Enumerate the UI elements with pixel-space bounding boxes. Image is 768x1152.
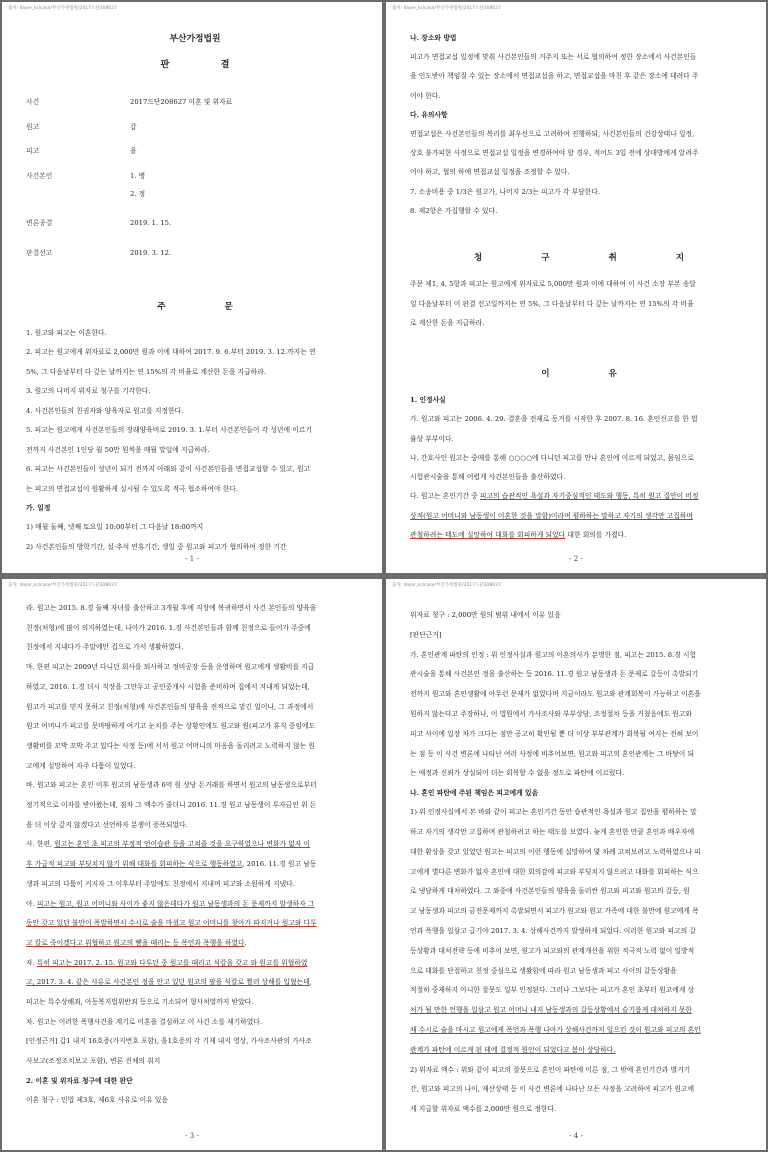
info-value: 1. 병 (130, 171, 146, 180)
case-info (26, 90, 364, 266)
text-line: 가. 혼인관계 파탄의 인정 : 위 인정사실과 원고의 이혼의사가 분명한 점, 피고는 2015. 8.경 시험 (410, 650, 697, 659)
text-line: 하였고, 2016. 1.경 더시 직장을 그만두고 공인중개사 시험을 준비하며 집에서 지내게 되었는데, (26, 682, 310, 691)
text-line: [인정근거] 갑1 내지 16호증(가지번호 포함), 을1호증의 각 기재 내지 영상, 가사조사관의 가사조 (26, 1037, 312, 1046)
highlighted-line (26, 914, 364, 934)
underlined-span: 특히 피고는 2017. 2. 15. 원고와 다투던 중 원고를 때리고 식칼을 갖고 와 원고를 위협하였 (36, 958, 308, 967)
text-line: 어야 하고, 협의 하에 면접교섭 일정을 조정할 수 있다. (410, 168, 570, 177)
judgment-title: 판 결 (160, 59, 254, 70)
underlined-span: 채 수시로 술을 마시고 원고에게 폭언과 폭행 나아가 상해사건까지 일으킨 것이 원고와 피고의 혼인 (410, 1025, 701, 1034)
text-line: 5. 피고는 원고에게 사건본인들의 장래양육비로 2019. 3. 1.부터 사건본인들이 각 성년에 이르기 (26, 426, 312, 434)
highlighted-line (26, 895, 364, 915)
underlined-span: 동안 갖고 있던 불만이 폭발하면서 수시로 술을 마셨고 원고 어머니를 찾아가 따지거나 원고와 다투 (26, 919, 317, 928)
page-3 (2, 579, 382, 1150)
info-value: 2017드단208627 이혼 및 위자료 (130, 98, 233, 106)
text-line: 1. 원고와 피고는 이혼한다. (26, 328, 107, 337)
highlighted-line (26, 855, 364, 875)
underlined-span: 관철하려는 태도에 실망하여 대화를 회피하게 되었다 (410, 531, 566, 540)
highlighted-line (410, 487, 748, 506)
page-header: 출처: llaser_kr/case/부산가정법원/2017드단208627 (8, 6, 117, 11)
text-line: 관시술을 통해 사건본인 정을 출산하는 등 2016. 11.경 원고 남동생과 돈 문제로 갈등이 촉발되기 (410, 670, 699, 679)
text-line: 정기적으로 이자를 받아왔는데, 점차 그 액수가 줄더니 2016. 11.경 원고 남동생이 투자금인 위 돈 (26, 801, 317, 810)
page-2 (386, 2, 766, 573)
highlighted-line (26, 835, 364, 855)
info-key: 원고 (26, 122, 40, 131)
text-line: 시험관시술을 통해 어렵게 사건본인들을 출산하였다. (410, 473, 566, 482)
text-line: 을 더 이상 갚지 않겠다고 선언하자 분쟁이 증폭되었다. (26, 820, 188, 829)
info-value: 을 (130, 147, 137, 155)
subheading: 나. 장소와 방법 (410, 34, 457, 42)
text-line: 원하지 않는다고 주장하나, 이 법원에서 가사조사와 부부상담, 조정절차 등을 거쳤음에도 원고와 (410, 709, 692, 718)
text-line: 로 계산한 돈을 지급하라. (410, 318, 485, 327)
text-line: 고 남동생과 피고의 금전문제까지 촉발되면서 피고가 원고와 원고 가족에 대한 불만에 원고에게 폭 (410, 907, 699, 916)
text-line: 로 냉담하게 대처하였다. 그 와중에 사건본인들의 양육을 둘러싼 원고와 피고와 원고의 갈등, 원 (410, 887, 690, 896)
text-line: 차. 원고는 이러한 폭행사건을 계기로 이혼을 결심하고 이 사건 소를 제기하였다. (26, 1017, 263, 1026)
highlighted-line (26, 954, 364, 974)
text-line: 고에게 별다른 변화가 없자 혼인에 대한 회의감에 피고와 부딪치지 않으려고 대화를 회피하는 식으 (410, 867, 699, 876)
highlighted-line (26, 973, 364, 993)
court-name: 부산가정법원 (169, 34, 221, 44)
text-line: 일 다음날부터 이 판결 선고일까지는 연 5%, 그 다음날부터 다 갚는 날까지는 연 15%의 각 비율 (410, 299, 694, 308)
text-line: 친정(처형)에 많이 의지하였는데, 나아가 2016. 1.경 사건본인들과 함께 친정으로 들어가 주중에 (26, 623, 311, 632)
highlighted-line (410, 1021, 748, 1041)
text-line: 친정에서 지내다가 주말에만 집으로 가서 생활하였다. (26, 643, 184, 652)
subheading: 가. 일정 (26, 504, 51, 512)
text-line: 위자료 청구 : 2,000만 원의 범위 내에서 이유 있음 (410, 611, 561, 619)
text-span: 대한 회의를 가졌다. (567, 531, 627, 540)
text-span: 아. (26, 899, 37, 908)
underlined-span: 고, 2017. 3. 4. 같은 사유로 사건본인 정을 안고 있던 원고의 팔을 식칼로 찔러 상해를 입혔는데 (26, 978, 310, 987)
underlined-span: 피고는 원고, 원고 어머니와 사이가 좋지 않은데다가 원고 남동생과의 돈 문제까지 발생하자 그 (36, 899, 315, 908)
text-line: 1) 매월 둘째, 넷째 토요일 10:00부터 그 다음날 18:00까지 (26, 523, 204, 531)
text-line: 을 인도받아 책임질 수 있는 장소에서 면접교섭을 하고, 면접교섭을 마친 후 같은 장소에 데려다 주 (410, 72, 699, 81)
info-key: 사건 (26, 98, 40, 106)
section-title: 주 문 (157, 301, 261, 312)
underlined-span: 고 칼로 죽이겠다고 위협하고 원고의 뺨을 때리는 등 폭언과 폭행을 하였다 (26, 938, 245, 947)
underlined-span: 후 가급적 피고와 부딪치지 않기 위해 대화를 회피하는 식으로 행동하였고 (26, 860, 243, 869)
subheading: 2. 이혼 및 위자료 청구에 대한 판단 (26, 1076, 133, 1085)
text-line: 원고 어머니가 피고를 못마땅하게 여기고 눈치를 주는 상황인에도 원고와 원(피고가 휴직 중임에도 (26, 722, 316, 731)
text-line: 가. 원고와 피고는 2006. 4. 29. 결혼을 전제로 동거를 시작한 후 2007. 8. 16. 혼인신고를 한 법 (410, 415, 698, 424)
text-span: 자. (26, 958, 37, 967)
info-value: 2. 정 (130, 190, 146, 198)
claim-title: 청 구 취 지 (473, 253, 713, 264)
text-span: 사. 한편, (26, 840, 55, 849)
info-value: 갑 (130, 122, 137, 131)
underlined-span: 관계가 파탄에 이르게 된 데에 결정적 원인이 되었다고 봄이 상당하다. (410, 1045, 616, 1054)
text-line: 간, 원고와 피고의 나이, 재산상태 등 이 사건 변론에 나타난 모든 사정을 고려하여 피고가 원고에 (410, 1085, 695, 1094)
page-header: 출처: llaser_kr/case/부산가정법원/2017드단208627 (392, 583, 501, 588)
text-line: 생과 피고의 다툼이 커지자 그 이후부터 주말에도 친정에서 지내며 피고와 소원하게 지냈다. (26, 879, 295, 888)
page-1 (2, 2, 382, 573)
info-key: 피고 (26, 147, 40, 155)
info-key: 사건본인 (26, 171, 53, 180)
text-line: 는 피고의 면접교섭이 원활하게 실시될 수 있도록 적극 협조하여야 한다. (26, 484, 239, 493)
text-span: 다. 원고는 혼인기간 중 (410, 492, 480, 501)
text-line: 하고 자기의 생각만 고집하며 관철하려고 하는 태도를 보였다. 늦게 혼인한 만큼 혼인과 배우자에 (410, 827, 695, 836)
text-line: 사보고(조정조치보고 포함), 변론 전체의 취지 (26, 1057, 161, 1066)
info-row (26, 241, 364, 266)
text-line: 는 애정과 신뢰가 상실되어 더는 회복할 수 없을 정도로 파탄에 이르렀다. (410, 769, 625, 778)
underlined-span: 상적(원고 어머니와 남동생이 이혼한 것을 말함)이라며 폄하하는 말하고 자기의 생각만 고집하며 (410, 511, 693, 520)
highlighted-line (26, 934, 364, 954)
text-line: 2. 피고는 원고에게 위자료로 2,000만 원과 이에 대하여 2017. 9. 6.부터 2019. 3. 12.까지는 연 (26, 348, 316, 356)
text-line: 5%, 그 다음날부터 다 갚는 날까지는 연 15%의 각 비율로 계산한 돈을 지급하라. (26, 367, 266, 376)
text-span: , 2016. 11.경 원고 남동 (242, 860, 317, 869)
info-value: 2019. 3. 12. (130, 249, 172, 257)
page-header: 출처: llaser_kr/case/부산가정법원/2017드단208627 (8, 583, 117, 588)
text-line: 원고가 피고를 믿지 못하고 친정(처형)에 사건본인들의 양육을 전적으로 맡긴 일이나, 그 과정에서 (26, 702, 314, 711)
page-number: - 1 - (185, 555, 199, 563)
info-key (26, 182, 130, 207)
text-line: 주문 제1, 4, 5항과 피고는 원고에게 위자료로 5,000만 원과 이에 대하여 이 사건 소장 부본 송달 (410, 280, 696, 289)
text-line: 라. 원고는 2015. 8.경 둘째 자녀를 출산하고 3개월 후에 직장에 복귀하면서 사건 본인들의 양육을 (26, 604, 317, 612)
page-4 (386, 579, 766, 1150)
info-key: 판결선고 (26, 249, 53, 257)
text-line: 2) 위자료 액수 : 위와 같이 피고의 잘못으로 혼인이 파탄에 이른 점, 그 밖에 혼인기간과 별거기 (410, 1065, 691, 1074)
subheading: 1. 인정사실 (410, 396, 446, 405)
info-row (26, 139, 364, 164)
page-number: - 4 - (569, 1132, 583, 1140)
text-line: 피고는 특수상해죄, 아동복지법위반죄 등으로 기소되어 형사처벌까지 받았다. (26, 998, 254, 1007)
text-span: . (244, 938, 247, 947)
text-line: 3. 원고의 나머지 위자료 청구를 기각한다. (26, 387, 151, 395)
text-line: 4. 사건본인들의 친권자와 양육자로 원고를 지정한다. (26, 406, 184, 415)
text-line: 나. 간호사인 원고는 중매를 통해 ○○○○에 다니던 피고를 만나 혼인에 이르게 되었고, 몸임으로 (410, 453, 694, 462)
text-line: 7. 소송비용 중 1/3은 원고가, 나머지 2/3는 피고가 각 부담한다. (410, 187, 601, 196)
underlined-span: 처가 될 만한 언행을 일삼고 원고 어머니 내지 남동생과의 갈등상황에서 슬기롭게 대처하지 못한 (410, 1006, 692, 1015)
text-line: 고에게 실망하여 자주 다툼이 있었다. (26, 761, 136, 770)
info-row (26, 115, 364, 140)
text-line: 생활비를 꼬박 꼬박 주고 있다는 사정 등)에 서서 원고 어머니의 마음을 돌리려고 노력하지 않는 원 (26, 741, 315, 750)
text-line: 마. 한편 피고는 2009년 다니던 회사를 퇴사하고 정비공장 등을 운영하며 원고에게 생활비를 지급 (26, 663, 315, 672)
subheading: 다. 유의사항 (410, 110, 448, 119)
page-header: 출처: llaser_kr/case/부산가정법원/2017드단208627 (392, 6, 501, 11)
text-line: 바. 원고와 피고는 혼인 이후 원고의 남동생과 6억 원 상당 돈거래를 하면서 원고의 남동생으로부터 (26, 781, 317, 790)
info-key: 변론종결 (26, 218, 53, 227)
text-line: 피고 사이에 입장 차가 크다는 점만 공고히 확인될 뿐 더 이상 부부관계가 회복될 여지는 전혀 보이 (410, 729, 699, 738)
text-line: 1) 위 인정사실에서 본 바와 같이 피고는 혼인기간 동안 습관적인 욕설과 원고 집안을 폄하하는 말 (410, 808, 697, 817)
text-line: 게 지급할 위자료 액수를 2,000만 원으로 정한다. (410, 1105, 557, 1114)
highlighted-line (410, 507, 748, 526)
page-number: - 3 - (185, 1132, 199, 1140)
info-row (26, 182, 364, 207)
text-line: 등상황과 대처전략 등에 비추어 보면, 원고가 피고와의 관계개선을 위한 적극적 노력 없이 일방적 (410, 946, 695, 955)
text-line: 2) 사건본인들의 방학기간, 설·추석 연휴기간, 생일 중 원고와 피고가 협의하여 정한 기간 (26, 542, 287, 551)
text-line: 피고가 면접교섭 일정에 맞춰 사건본인들의 거주지 또는 서로 협의하여 정한 장소에서 사건본인들 (410, 53, 697, 61)
info-value: 2019. 1. 15. (130, 218, 172, 227)
text-span: , (309, 978, 312, 987)
subheading: 나. 혼인 파탄에 주된 책임은 피고에게 있음 (410, 789, 539, 798)
highlighted-line (410, 526, 748, 545)
text-line: 률상 부부이다. (410, 434, 454, 443)
text-line: 언과 폭행을 일삼고 급기야 2017. 3. 4. 상해사건까지 발생하게 되었다. 이러한 원고와 피고의 갈 (410, 926, 696, 935)
text-line: 전까지 원고와 혼인생활에 아무런 문제가 없었다며 지금이라도 원고와 관계회복이 가능하고 이혼을 (410, 690, 701, 699)
text-line: 면접교섭은 사건본인들의 복리를 최우선으로 고려하여 진행하되, 사건본인들의 건강상태나 일정, (410, 129, 695, 138)
underlined-span: 원고는 혼인 초 피고의 부정적 언어습관 등을 고쳐줄 것을 요구하였으나 변화가 없자 이 (54, 840, 311, 849)
text-line: 적절히 중재하지 아니한 잘못도 일부 인정된다. 그러나 그보다는 피고가 혼인 초부터 원고에게 상 (410, 986, 695, 995)
text-line: 는 점 등 이 사건 변론에 나타난 여러 사정에 비추어보면, 원고와 피고의 혼인관계는 그 바탕이 되 (410, 749, 695, 758)
highlighted-line (410, 1001, 748, 1021)
text-line: 어야 한다. (410, 91, 441, 100)
text-line: 6. 피고는 사건본인들이 성년이 되기 전까지 아래와 같이 사건본인들을 면접교섭할 수 있고, 원고 (26, 465, 311, 473)
text-line: [판단근거] (410, 630, 442, 639)
text-line: 으로 대화를 단절하고 친정 중심으로 생활함에 따라 원고 남동생과 피고 사이의 갈등상황을 (410, 966, 677, 975)
underlined-span: 피고의 습관적인 욕설과 자기중심적인 태도와 행동, 특히 원고 집안이 비정 (479, 492, 699, 501)
reason-title: 이 유 (541, 369, 645, 380)
text-line: 상호 불가피한 사정으로 면접교섭 일정을 변경하여야 할 경우, 적어도 3일 전에 상대방에게 알려주 (410, 149, 699, 158)
highlighted-line (410, 1041, 748, 1061)
page-number: - 2 - (569, 555, 583, 563)
text-line: 8. 제2항은 가집행할 수 있다. (410, 207, 498, 216)
text-line: 대한 환상을 갖고 있었던 원고는 피고의 이런 행동에 실망하여 몇 차례 고쳐보려고 노력하였으나 피 (410, 847, 701, 856)
text-line: 전까지 사건본인 1인당 월 50만 원씩을 매월 말일에 지급하라. (26, 445, 210, 454)
info-row (26, 90, 364, 115)
text-line: 이혼 청구 : 민법 제3호, 제6호 사유로 이유 있음 (26, 1095, 169, 1104)
info-row (26, 211, 364, 236)
